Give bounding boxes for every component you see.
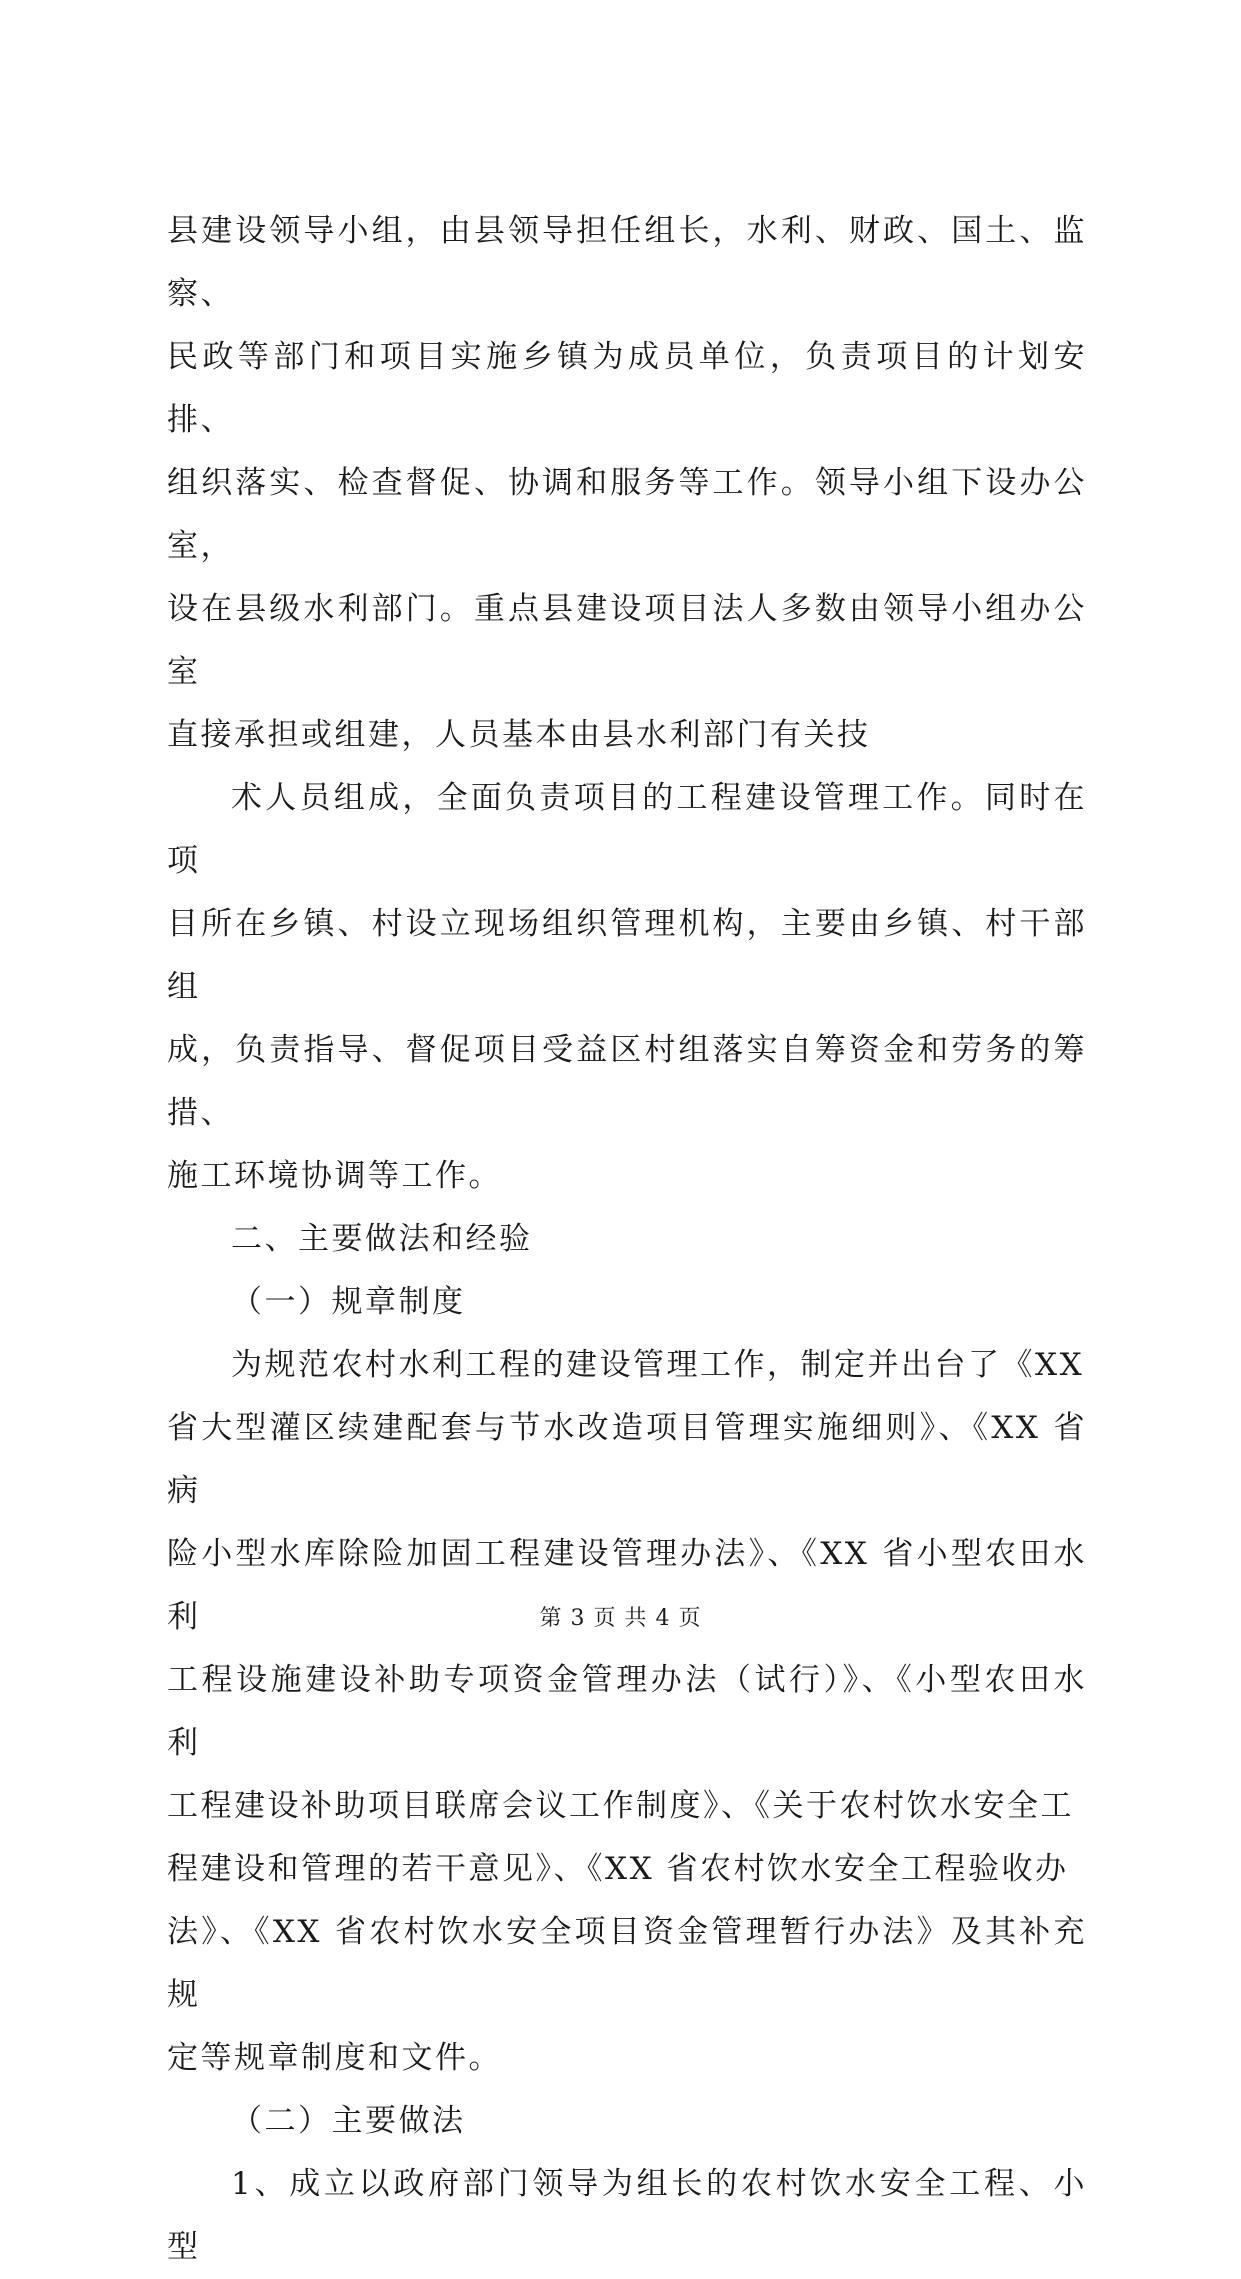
- text-line: 施工环境协调等工作。: [167, 1158, 502, 1194]
- text-line: 民政等部门和项目实施乡镇为成员单位，负责项目的计划安排、: [167, 339, 1087, 438]
- text-line: 法》、《XX 省农村饮水安全项目资金管理暂行办法》及其补充规: [167, 1914, 1087, 2013]
- paragraph-regulations: [167, 1334, 1087, 2090]
- text-line: 组织落实、检查督促、协调和服务等工作。领导小组下设办公室，: [167, 465, 1087, 564]
- subsection-heading-main-methods: [167, 2090, 1087, 2153]
- text-line: 直接承担或组建，人员基本由县水利部门有关技: [167, 717, 871, 753]
- page-footer: [0, 1604, 1241, 1634]
- heading-text: （二）主要做法: [231, 2103, 466, 2139]
- text-line: 目所在乡镇、村设立现场组织管理机构，主要由乡镇、村干部组: [167, 906, 1087, 1005]
- text-line: 术人员组成，全面负责项目的工程建设管理工作。同时在项: [167, 780, 1087, 879]
- paragraph-technical-staff: [167, 767, 1087, 1208]
- text-line: 设在县级水利部门。重点县建设项目法人多数由领导小组办公室: [167, 591, 1087, 690]
- text-line: 省大型灌区续建配套与节水改造项目管理实施细则》、《XX 省病: [167, 1410, 1087, 1509]
- text-line: 为规范农村水利工程的建设管理工作，制定并出台了《XX: [231, 1347, 1085, 1383]
- heading-text: 二、主要做法和经验: [231, 1221, 533, 1257]
- section-heading-main-practices: [167, 1208, 1087, 1271]
- page-number: 第 3 页 共 4 页: [539, 1606, 702, 1631]
- text-line: 工程建设补助项目联席会议工作制度》、《关于农村饮水安全工: [167, 1788, 1074, 1824]
- text-line: 定等规章制度和文件。: [167, 2040, 502, 2076]
- text-line: 成，负责指导、督促项目受益区村组落实自筹资金和劳务的筹措、: [167, 1032, 1087, 1131]
- text-line: 县建设领导小组，由县领导担任组长，水利、财政、国土、监察、: [167, 213, 1087, 312]
- heading-text: （一）规章制度: [231, 1284, 466, 1320]
- text-line: 险小型水库除险加固工程建设管理办法》、《XX 省小型农田水利: [167, 1536, 1087, 1635]
- subsection-heading-regulations: [167, 1271, 1087, 1334]
- text-line: 工程设施建设补助专项资金管理办法（试行）》、《小型农田水利: [167, 1662, 1087, 1761]
- paragraph-leadership-group: [167, 200, 1087, 767]
- paragraph-item-1: [167, 2153, 1087, 2279]
- body-text: [167, 200, 1087, 2279]
- text-line: 1、成立以政府部门领导为组长的农村饮水安全工程、小型: [167, 2166, 1087, 2265]
- text-line: 程建设和管理的若干意见》、《XX 省农村饮水安全工程验收办: [167, 1851, 1069, 1887]
